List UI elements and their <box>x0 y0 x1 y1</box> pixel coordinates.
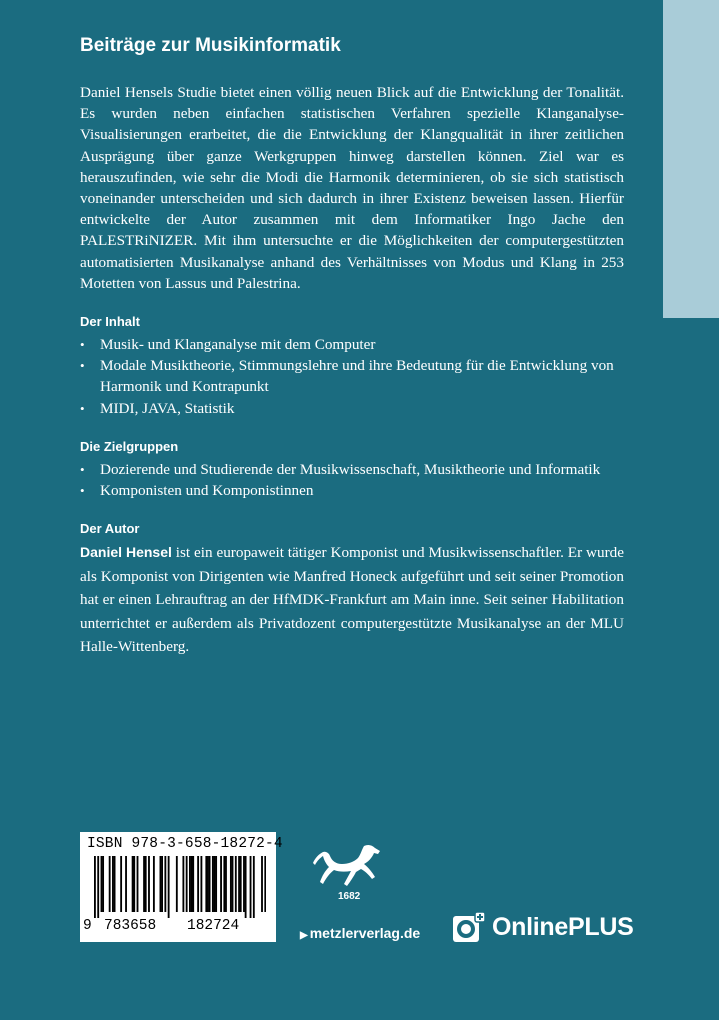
isbn-label: ISBN 978-3-658-18272-4 <box>87 836 283 852</box>
barcode-digit-prefix: 9 <box>83 918 92 934</box>
list-item: • MIDI, JAVA, Statistik <box>80 398 624 419</box>
decorative-side-bar <box>663 0 719 318</box>
author-bio-text: ist ein europaweit tätiger Komponist und Musikwissenschaftler. Er wurde als Komponist von Dirigenten wie Manfred Honeck aufgeführt und seit seiner Promotion hat er einen Lehrauftrag an der HfMDK-Frankfurt am Main inne. Seit seiner Habilitation unterrichtet er außerdem als Privatdozent computergestützte Musikanalyse an der MLU Halle-Wittenberg. <box>80 544 624 656</box>
author-name: Daniel Hensel <box>80 544 172 561</box>
section-heading-zielgruppen: Die Zielgruppen <box>80 438 179 454</box>
list-item: • Musik- und Klanganalyse mit dem Computer <box>80 334 624 355</box>
onlineplus-icon <box>452 910 486 944</box>
onlineplus-logo <box>452 910 633 944</box>
section-heading-autor: Der Autor <box>80 521 140 537</box>
zielgruppen-list <box>80 459 624 501</box>
isbn-barcode <box>80 832 283 942</box>
list-item: • Komponisten und Komponistinnen <box>80 480 624 501</box>
list-item: • Modale Musiktheorie, Stimmungslehre und ihre Bedeutung für die Entwicklung von Harmonik und Kontrapunkt <box>80 355 624 397</box>
series-title: Beiträge zur Musikinformatik <box>80 35 341 56</box>
back-cover-content <box>80 34 624 659</box>
website-label: metzlerverlag.de <box>309 925 421 941</box>
list-item: • Dozierende und Studierende der Musikwissenschaft, Musiktheorie und Informatik <box>80 459 624 480</box>
arrow-right-icon: ▶ <box>300 930 308 941</box>
inhalt-list <box>80 334 624 419</box>
barcode-digit-group-left: 783658 <box>104 918 157 934</box>
logo-year: 1682 <box>338 891 361 902</box>
barcode-bars <box>94 856 266 918</box>
horse-logo-icon <box>312 842 392 892</box>
barcode-digit-group-right: 182724 <box>187 918 240 934</box>
onlineplus-label: OnlinePLUS <box>492 912 634 941</box>
section-heading-inhalt: Der Inhalt <box>80 314 140 330</box>
author-bio <box>80 541 624 659</box>
blurb-paragraph: Daniel Hensels Studie bietet einen völlig neuen Blick auf die Entwicklung der Tonalität. Es wurden neben einfachen statistischen Verfahren spezielle Klanganalyse-Visualisierungen erarbeitet, die die Entwicklung der Klangqualität in ihrer zeitlichen Ausprägung über ganze Werkgruppen hinweg darstellen können. Ziel war es herauszufinden, wie sehr die Modi die Harmonik determinieren, ob sie sich statistisch voneinander unterscheiden und sich dadurch in ihrer Existenz beweisen lassen. Hierfür entwickelte der Autor zusammen mit dem Informatiker Ingo Jache den PALESTRiNIZER. Mit ihm untersuchte er die Möglichkeiten der computergestützten automatisierten Musikanalyse anhand des Verhältnisses von Modus und Klang in 253 Motetten von Lassus und Palestrina. <box>80 84 624 292</box>
publisher-website[interactable] <box>300 925 420 941</box>
